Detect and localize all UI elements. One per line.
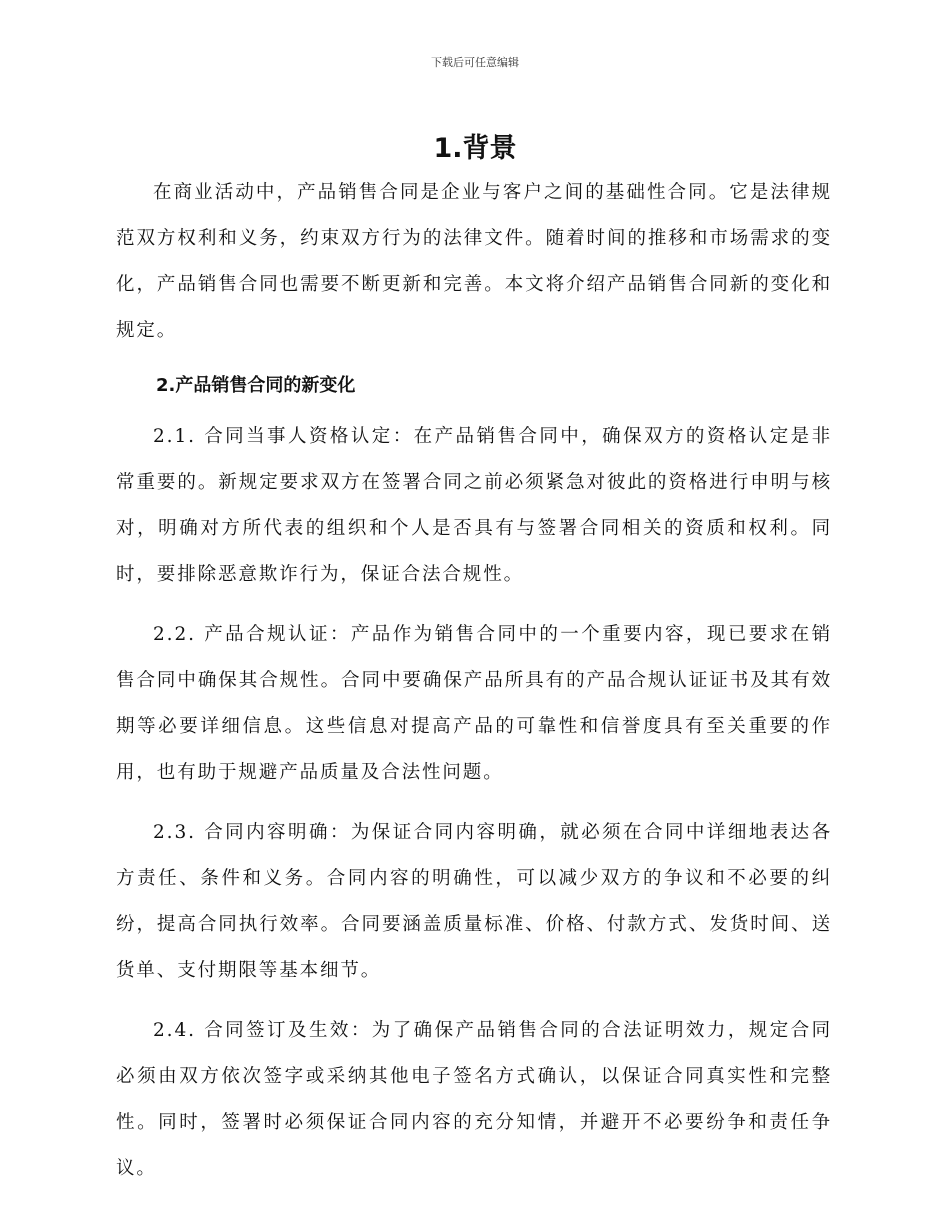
item-2-2: 2.2. 产品合规认证：产品作为销售合同中的一个重要内容，现已要求在销售合同中确保其合规性。合同中要确保产品所具有的产品合规认证证书及其有效期等必要详细信息。这些信息对提高产品的可靠性和信誉度具有至关重要的作用，也有助于规避产品质量及合法性问题。 — [116, 624, 832, 783]
page-title: 1.背景 — [433, 133, 517, 164]
header-note: 下载后可任意编辑 — [431, 56, 519, 69]
item-2-4: 2.4. 合同签订及生效：为了确保产品销售合同的合法证明效力，规定合同必须由双方依次签字或采纳其他电子签名方式确认，以保证合同真实性和完整性。同时，签署时必须保证合同内容的充分知情，并避开不必要纷争和责任争议。 — [116, 1020, 832, 1179]
section-heading: 2.产品销售合同的新变化 — [156, 375, 356, 396]
item-2-3: 2.3. 合同内容明确：为保证合同内容明确，就必须在合同中详细地表达各方责任、条件和义务。合同内容的明确性，可以减少双方的争议和不必要的纠纷，提高合同执行效率。合同要涵盖质量标准、价格、付款方式、发货时间、送货单、支付期限等基本细节。 — [116, 822, 832, 981]
document-body — [116, 170, 832, 1206]
item-2-1: 2.1. 合同当事人资格认定：在产品销售合同中，确保双方的资格认定是非常重要的。新规定要求双方在签署合同之前必须紧急对彼此的资格进行申明与核对，明确对方所代表的组织和个人是否具有与签署合同相关的资质和权利。同时，要排除恶意欺诈行为，保证合法合规性。 — [116, 426, 832, 585]
intro-paragraph: 在商业活动中，产品销售合同是企业与客户之间的基础性合同。它是法律规范双方权利和义务，约束双方行为的法律文件。随着时间的推移和市场需求的变化，产品销售合同也需要不断更新和完善。本文将介绍产品销售合同新的变化和规定。 — [116, 182, 832, 341]
